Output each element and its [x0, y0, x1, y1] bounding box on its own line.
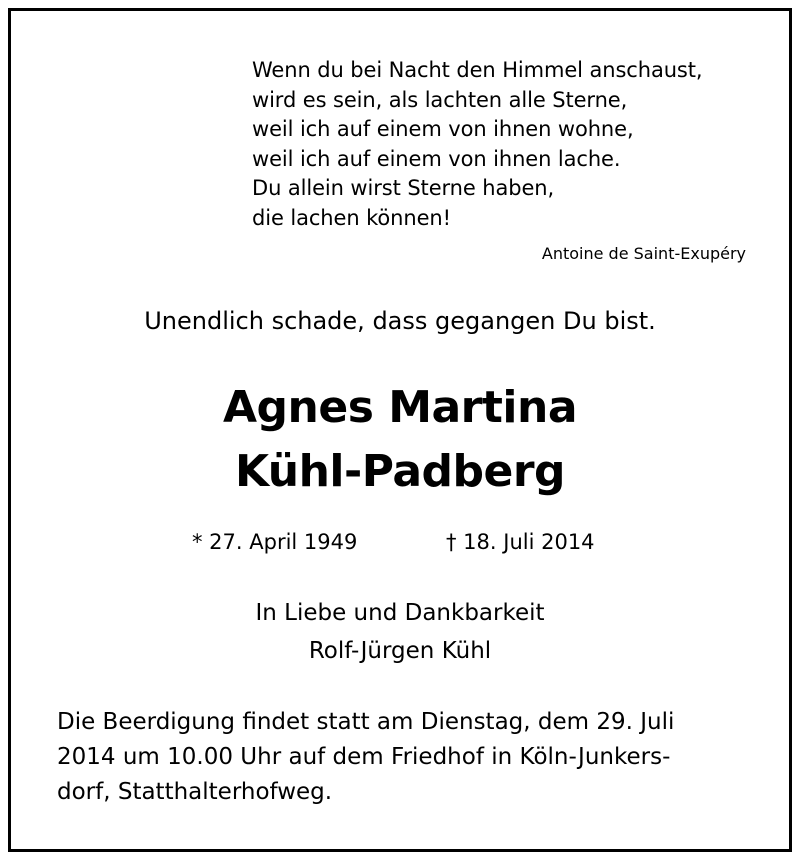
poem-line: die lachen können! — [252, 205, 451, 230]
funeral-line: Die Beerdigung findet statt am Dienstag, dem 29. Juli — [57, 709, 675, 735]
poem-line: weil ich auf einem von ihnen lache. — [252, 146, 621, 171]
birth-date: * 27. April 1949 — [192, 530, 358, 554]
deceased-name-last: Kühl-Padberg — [234, 446, 566, 497]
signoff-phrase: In Liebe und Dankbarkeit — [255, 600, 545, 626]
poem-author: Antoine de Saint-Exupéry — [541, 244, 746, 263]
funeral-line: 2014 um 10.00 Uhr auf dem Friedhof in Köln-Junkers- — [57, 744, 671, 770]
intro-phrase: Unendlich schade, dass gegangen Du bist. — [144, 307, 656, 335]
poem-quote — [252, 56, 752, 233]
poem-line: weil ich auf einem von ihnen wohne, — [252, 117, 634, 141]
funeral-details — [57, 705, 747, 810]
death-date: † 18. Juli 2014 — [446, 530, 595, 554]
deceased-name-first: Agnes Martina — [222, 382, 578, 433]
funeral-line: dorf, Statthalterhofweg. — [57, 779, 333, 805]
poem-line: Du allein wirst Sterne haben, — [252, 176, 555, 200]
poem-line: wird es sein, als lachten alle Sterne, — [252, 87, 628, 112]
poem-line: Wenn du bei Nacht den Himmel anschaust, — [252, 58, 703, 82]
signoff-name: Rolf-Jürgen Kühl — [308, 638, 492, 664]
